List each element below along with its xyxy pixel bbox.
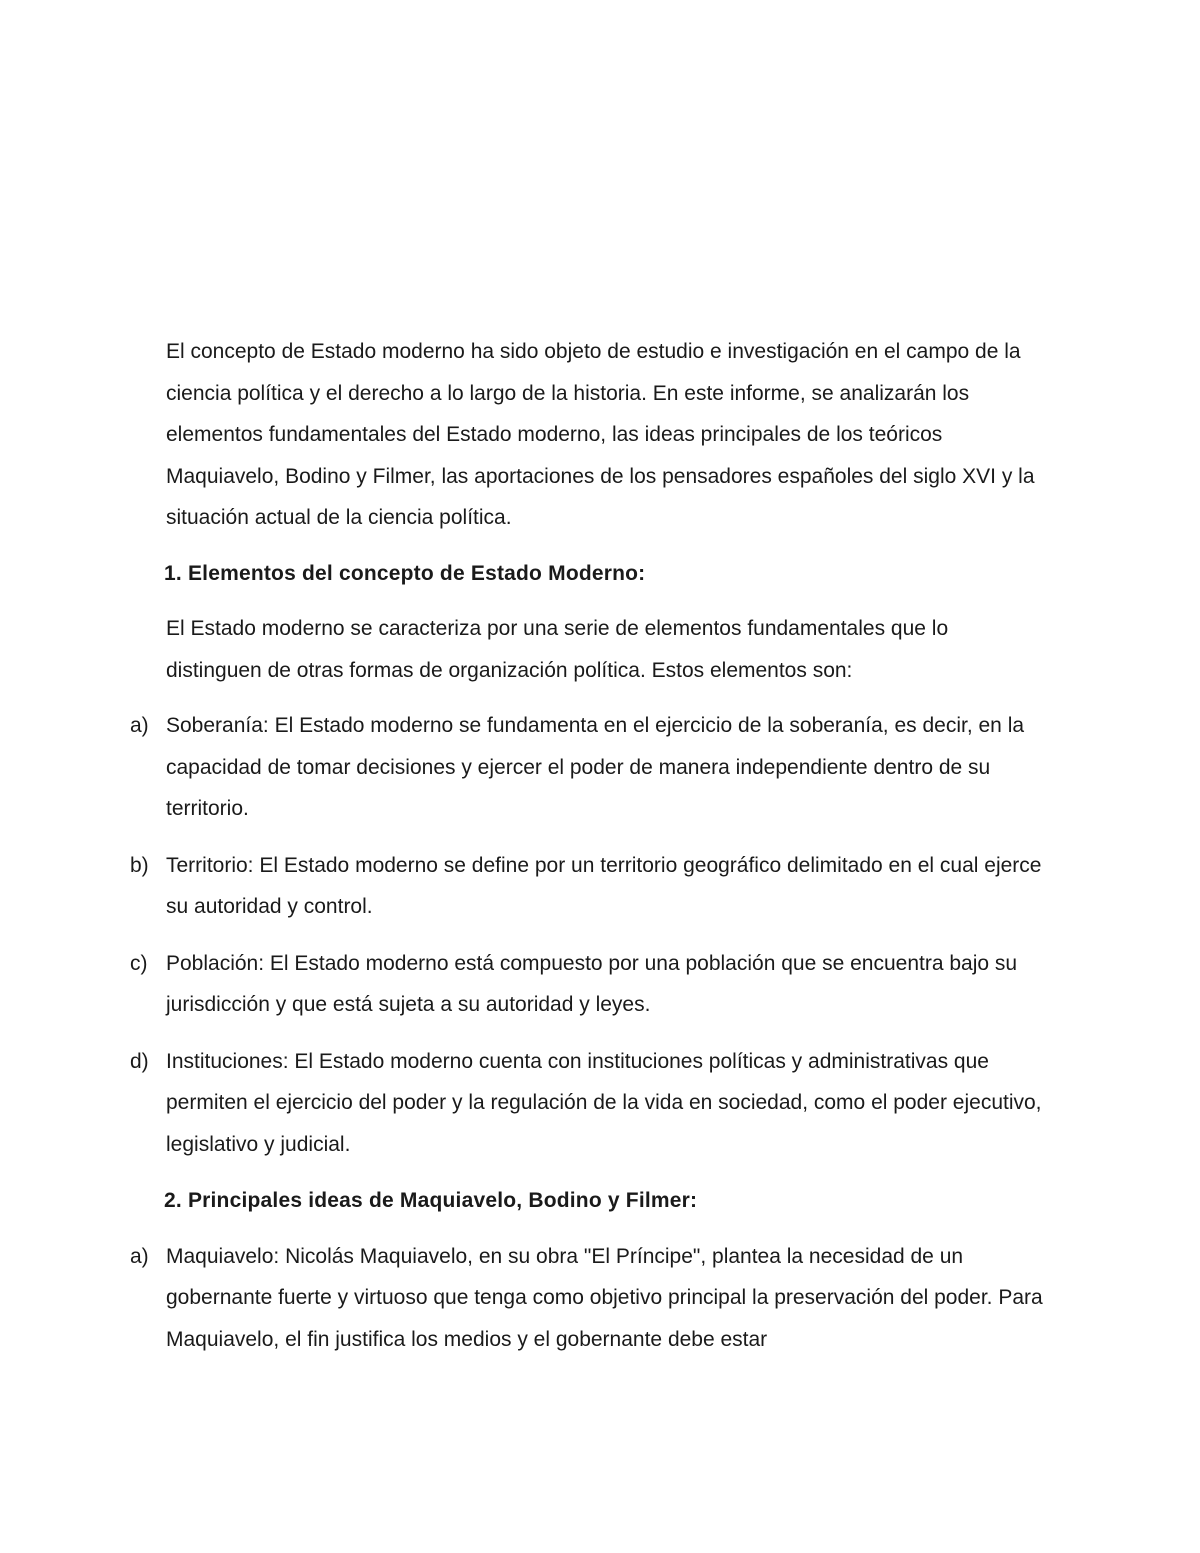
list-marker: a): [130, 714, 149, 737]
list-marker: c): [130, 951, 148, 975]
list-marker: a): [130, 1244, 149, 1268]
list-item-text: Maquiavelo: Nicolás Maquiavelo, en su obra "El Príncipe", plantea la necesidad de un gobernante fuerte y virtuoso que tenga como objetivo principal la preservación del poder. Para Maquiavelo, el fin justifica los medios y el gobernante debe estar: [166, 1244, 1043, 1351]
section-1-intro: El Estado moderno se caracteriza por una serie de elementos fundamentales que lo distinguen de otras formas de organización política. Estos elementos son:: [166, 617, 949, 682]
list-item-text: Territorio: El Estado moderno se define por un territorio geográfico delimitado en el cual ejerce su autoridad y control.: [166, 853, 1042, 918]
section-2-heading: 2. Principales ideas de Maquiavelo, Bodino y Filmer:: [164, 1189, 698, 1212]
list-marker: d): [130, 1049, 149, 1073]
list-item-maquiavelo: [130, 1236, 1046, 1361]
section-1-heading: 1. Elementos del concepto de Estado Moderno:: [164, 561, 646, 585]
list-item-instituciones: [130, 1041, 1046, 1166]
section-1-list: [130, 705, 1046, 1165]
list-item-poblacion: [130, 943, 1046, 1026]
list-item-text: Soberanía: El Estado moderno se fundamenta en el ejercicio de la soberanía, es decir, en la capacidad de tomar decisiones y ejercer el poder de manera independiente dentro de su territorio.: [166, 714, 1025, 820]
list-item-text: Instituciones: El Estado moderno cuenta con instituciones políticas y administrativas que permiten el ejercicio del poder y la regulación de la vida en sociedad, como el poder ejecutivo, legislativo y judicial.: [166, 1049, 1042, 1156]
intro-paragraph: El concepto de Estado moderno ha sido objeto de estudio e investigación en el campo de la ciencia política y el derecho a lo largo de la historia. En este informe, se analizarán los elementos fundamentales del Estado moderno, las ideas principales de los teóricos Maquiavelo, Bodino y Filmer, las aportaciones de los pensadores españoles del siglo XVI y la situación actual de la ciencia política.: [166, 340, 1035, 529]
list-item-territorio: [130, 845, 1046, 928]
list-item-soberania: [130, 705, 1046, 830]
section-2-list: [130, 1236, 1046, 1361]
list-marker: b): [130, 853, 149, 877]
document-body: [130, 331, 1046, 1375]
list-item-text: Población: El Estado moderno está compuesto por una población que se encuentra bajo su jurisdicción y que está sujeta a su autoridad y leyes.: [166, 951, 1018, 1016]
